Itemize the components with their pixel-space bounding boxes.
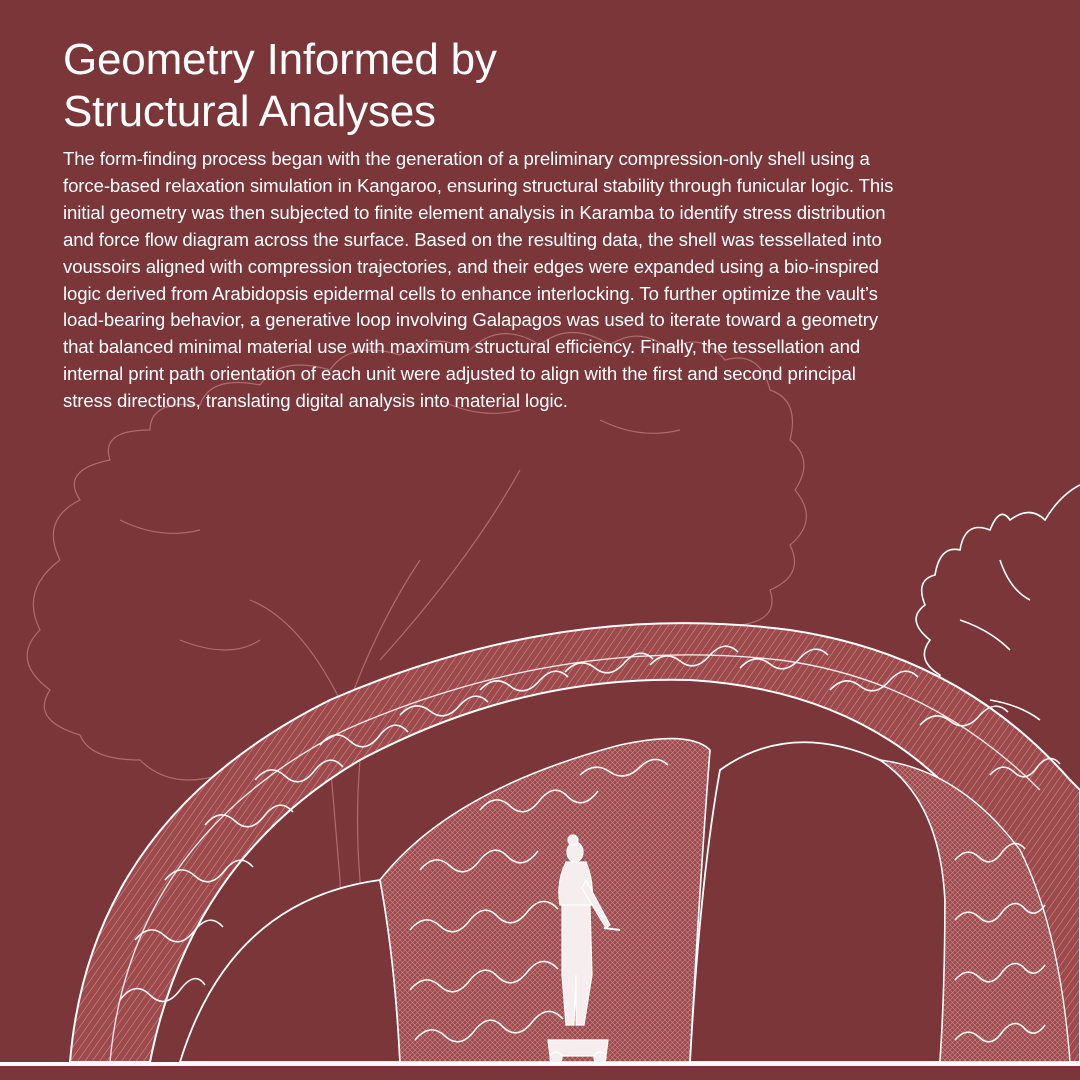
description-paragraph: The form-finding process began with the generation of a preliminary compression-only shell using a force-based relaxation simulation in Kangaroo, ensuring structural stability through funicular logic. This initial geometry was then subjected to finite element analysis in Karamba to identify stress distribution and force flow diagram across the surface. Based on the resulting data, the shell was tessellated into voussoirs aligned with compression trajectories, and their edges were expanded using a bio-inspired logic derived from Arabidopsis epidermal cells to enhance interlocking. To further optimize the vault’s load-bearing behavior, a generative loop involving Galapagos was used to iterate toward a geometry that balanced minimal material use with maximum structural efficiency. Finally, the tessellation and internal print path orientation of each unit were adjusted to align with the first and second principal stress directions, translating digital analysis into material logic. — [63, 148, 894, 412]
page-title: Geometry Informed by Structural Analyses — [63, 35, 497, 136]
text-block — [63, 34, 1023, 415]
ground-line — [0, 1062, 1080, 1080]
